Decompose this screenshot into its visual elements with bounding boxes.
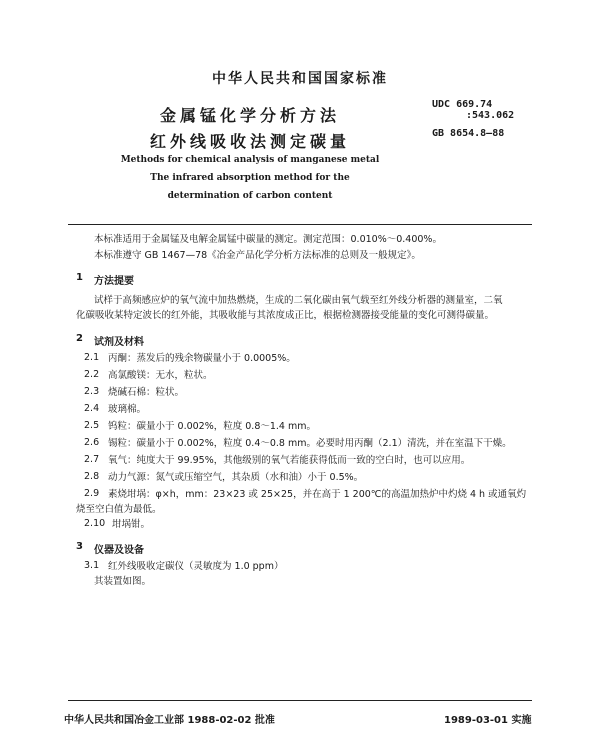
- item-number: 2.2: [84, 369, 100, 380]
- section-3-number: 3: [76, 541, 83, 552]
- udc-code-continued: :543.062: [466, 110, 515, 121]
- item-text: 钨粒：碳量小于 0.002%，粒度 0.8～1.4 mm。: [108, 421, 317, 432]
- udc-code: UDC 669.74: [432, 99, 493, 110]
- scope-paragraph: 本标准适用于金属锰及电解金属锰中碳量的测定。测定范围：0.010%～0.400%。: [94, 234, 442, 245]
- section-1-title: 方法提要: [94, 276, 134, 287]
- footer-divider: [68, 700, 532, 701]
- item-text: 红外线吸收定碳仪（灵敏度为 1.0 ppm）: [108, 561, 284, 572]
- section-1-body-line-1: 试样于高频感应炉的氧气流中加热燃烧，生成的二氧化碳由氧气载至红外线分析器的测量室，二氧: [94, 295, 503, 306]
- item-number: 2.10: [84, 518, 106, 529]
- item-text: 锡粒：碳量小于 0.002%，粒度 0.4～0.8 mm。必要时用丙酮（2.1）清洗，并在室温下干燥。: [108, 438, 512, 449]
- gb-standard-number: GB 8654.8—88: [432, 128, 505, 139]
- section-2-number: 2: [76, 333, 83, 344]
- item-number: 2.7: [84, 454, 100, 465]
- section-1-body-line-2: 化碳吸收某特定波长的红外能，其吸收能与其浓度成正比，根据检测器接受能量的变化可测得碳量。: [76, 310, 495, 321]
- item-number: 3.1: [84, 560, 100, 571]
- english-title-line-2: The infrared absorption method for the: [150, 173, 350, 183]
- section-2-title: 试剂及材料: [94, 337, 144, 348]
- item-text-continued: 烧至空白值为最低。: [76, 504, 162, 515]
- approval-line: 中华人民共和国冶金工业部 1988-02-02 批准: [64, 715, 275, 726]
- item-text: 素烧坩埚：φ×h，mm：23×23 或 25×25，并在高于 1 200℃的高温加热炉中灼烧 4 h 或通氧灼: [108, 489, 527, 500]
- section-1-number: 1: [76, 272, 83, 283]
- compliance-paragraph: 本标准遵守 GB 1467—78《冶金产品化学分析方法标准的总则及一般规定》。: [94, 250, 421, 261]
- item-text-continued: 其装置如图。: [94, 576, 152, 587]
- item-number: 2.3: [84, 386, 100, 397]
- item-number: 2.9: [84, 488, 100, 499]
- item-number: 2.8: [84, 471, 100, 482]
- national-standard-heading: 中华人民共和国国家标准: [212, 71, 388, 87]
- effective-date: 1989-03-01 实施: [444, 715, 532, 726]
- item-text: 玻璃棉。: [108, 404, 147, 415]
- item-number: 2.4: [84, 403, 100, 414]
- item-number: 2.5: [84, 420, 100, 431]
- section-3-title: 仪器及设备: [94, 545, 144, 556]
- item-text: 坩埚钳。: [112, 519, 151, 530]
- header-divider: [68, 224, 532, 225]
- item-number: 2.1: [84, 352, 100, 363]
- item-text: 动力气源：氮气或压缩空气，其杂质（水和油）小于 0.5%。: [108, 472, 364, 483]
- english-title-line-3: determination of carbon content: [167, 191, 333, 201]
- item-number: 2.6: [84, 437, 100, 448]
- title-line-1: 金属锰化学分析方法: [159, 106, 340, 125]
- item-text: 丙酮：蒸发后的残余物碳量小于 0.0005%。: [108, 353, 296, 364]
- english-title-line-1: Methods for chemical analysis of manganese metal: [120, 155, 380, 165]
- item-text: 高氯酸镁：无水，粒状。: [108, 370, 213, 381]
- item-text: 烧碱石棉：粒状。: [108, 387, 185, 398]
- title-line-2: 红外线吸收法测定碳量: [149, 132, 350, 151]
- item-text: 氧气：纯度大于 99.95%，其他级别的氧气若能获得低而一致的空白时，也可以应用。: [108, 455, 471, 466]
